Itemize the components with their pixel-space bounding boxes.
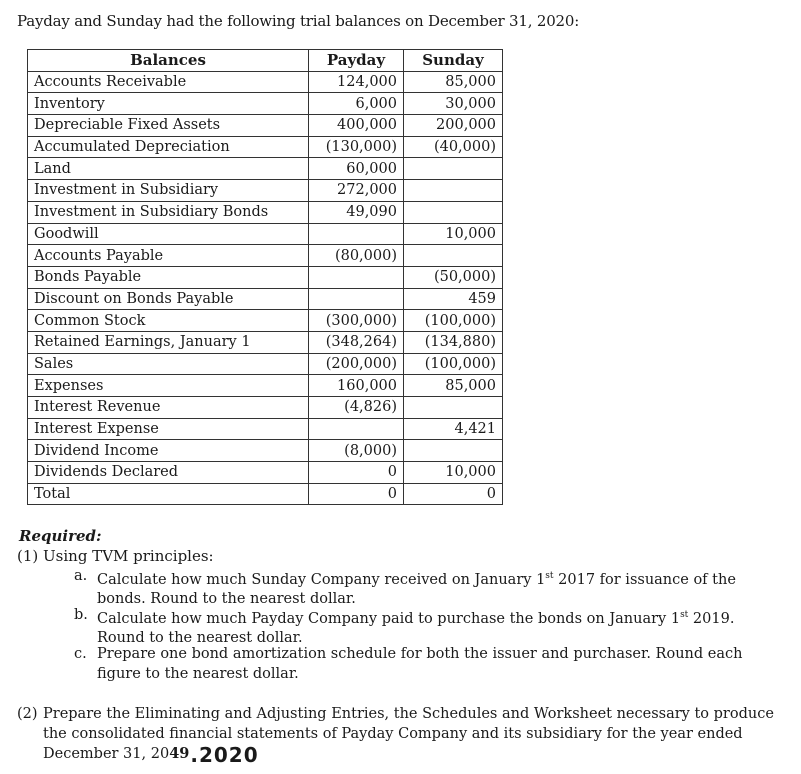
payday-value: 60,000	[309, 158, 404, 180]
account-name: Bonds Payable	[28, 266, 309, 288]
sunday-value	[404, 245, 503, 267]
table-row	[28, 462, 503, 484]
account-name: Accumulated Depreciation	[28, 136, 309, 158]
sunday-value: 459	[404, 288, 503, 310]
table-header-row	[28, 50, 503, 72]
table-row	[28, 180, 503, 202]
payday-value: 49,090	[309, 201, 404, 223]
question-2-text: Prepare the Eliminating and Adjusting Entries, the Schedules and Worksheet necessary to produce the consolidated financial statements of Payday Company and its subsidiary for the year ended December 31, 2049.2020	[43, 706, 774, 767]
table-row	[28, 245, 503, 267]
scribbled-digits: 49	[169, 745, 190, 762]
account-name: Accounts Receivable	[28, 71, 309, 93]
sunday-value	[404, 440, 503, 462]
table-row	[28, 440, 503, 462]
item-text: Calculate how much Sunday Company received on January 1st 2017 for issuance of the bonds. Round to the nearest dollar.	[97, 571, 736, 608]
sunday-value: (134,880)	[404, 331, 503, 353]
payday-value: 272,000	[309, 180, 404, 202]
account-name: Interest Revenue	[28, 397, 309, 419]
payday-value: (300,000)	[309, 310, 404, 332]
table-body	[28, 71, 503, 505]
table-row	[28, 397, 503, 419]
payday-value	[309, 418, 404, 440]
sunday-value: 10,000	[404, 462, 503, 484]
account-name: Dividends Declared	[28, 462, 309, 484]
table-row	[28, 71, 503, 93]
sunday-value: 85,000	[404, 375, 503, 397]
question-1a	[74, 567, 774, 607]
sunday-value: 10,000	[404, 223, 503, 245]
question-2-number: (2)	[17, 706, 38, 722]
table-row	[28, 201, 503, 223]
account-name: Goodwill	[28, 223, 309, 245]
account-name: Depreciable Fixed Assets	[28, 115, 309, 137]
sunday-value: (100,000)	[404, 310, 503, 332]
payday-value: (80,000)	[309, 245, 404, 267]
item-text: Prepare one bond amortization schedule for both the issuer and purchaser. Round each figure to the nearest dollar.	[97, 646, 743, 682]
sunday-value: 30,000	[404, 93, 503, 115]
item-text: Calculate how much Payday Company paid to purchase the bonds on January 1st 2019. Round to the nearest dollar.	[97, 610, 735, 647]
item-label: c.	[74, 646, 87, 662]
sunday-value: 85,000	[404, 71, 503, 93]
payday-value: 0	[309, 483, 404, 505]
table-row	[28, 331, 503, 353]
payday-value: (130,000)	[309, 136, 404, 158]
table-row	[28, 115, 503, 137]
payday-value: 6,000	[309, 93, 404, 115]
sunday-value	[404, 397, 503, 419]
account-name: Accounts Payable	[28, 245, 309, 267]
sunday-value: 0	[404, 483, 503, 505]
table-row	[28, 158, 503, 180]
table-row	[28, 93, 503, 115]
account-name: Discount on Bonds Payable	[28, 288, 309, 310]
required-heading: Required:	[19, 527, 102, 545]
question-1: (1) Using TVM principles:	[17, 547, 214, 565]
account-name: Dividend Income	[28, 440, 309, 462]
account-name: Inventory	[28, 93, 309, 115]
payday-value: (348,264)	[309, 331, 404, 353]
table-row	[28, 375, 503, 397]
table-row	[28, 483, 503, 505]
payday-value: (4,826)	[309, 397, 404, 419]
payday-value	[309, 288, 404, 310]
sunday-value	[404, 201, 503, 223]
handwritten-year: .2020	[190, 743, 259, 767]
trial-balance-table	[27, 49, 503, 505]
account-name: Investment in Subsidiary	[28, 180, 309, 202]
payday-value: (8,000)	[309, 440, 404, 462]
item-label: a.	[74, 568, 88, 584]
account-name: Land	[28, 158, 309, 180]
account-name: Total	[28, 483, 309, 505]
header-balances: Balances	[28, 50, 309, 72]
payday-value: 124,000	[309, 71, 404, 93]
intro-text: Payday and Sunday had the following trial balances on December 31, 2020:	[17, 12, 580, 30]
sunday-value: (40,000)	[404, 136, 503, 158]
account-name: Investment in Subsidiary Bonds	[28, 201, 309, 223]
payday-value: 160,000	[309, 375, 404, 397]
table-row	[28, 310, 503, 332]
table-row	[28, 223, 503, 245]
question-1c	[74, 645, 774, 685]
table-row	[28, 136, 503, 158]
account-name: Interest Expense	[28, 418, 309, 440]
header-sunday: Sunday	[404, 50, 503, 72]
header-payday: Payday	[309, 50, 404, 72]
sunday-value: 4,421	[404, 418, 503, 440]
question-1b	[74, 606, 774, 646]
account-name: Expenses	[28, 375, 309, 397]
table-row	[28, 353, 503, 375]
account-name: Sales	[28, 353, 309, 375]
table-row	[28, 418, 503, 440]
payday-value: 400,000	[309, 115, 404, 137]
sunday-value	[404, 180, 503, 202]
table-row	[28, 266, 503, 288]
sunday-value: 200,000	[404, 115, 503, 137]
table-row	[28, 288, 503, 310]
sunday-value	[404, 158, 503, 180]
payday-value	[309, 266, 404, 288]
sunday-value: (100,000)	[404, 353, 503, 375]
account-name: Retained Earnings, January 1	[28, 331, 309, 353]
sunday-value: (50,000)	[404, 266, 503, 288]
item-label: b.	[74, 607, 88, 623]
payday-value	[309, 223, 404, 245]
payday-value: 0	[309, 462, 404, 484]
payday-value: (200,000)	[309, 353, 404, 375]
account-name: Common Stock	[28, 310, 309, 332]
